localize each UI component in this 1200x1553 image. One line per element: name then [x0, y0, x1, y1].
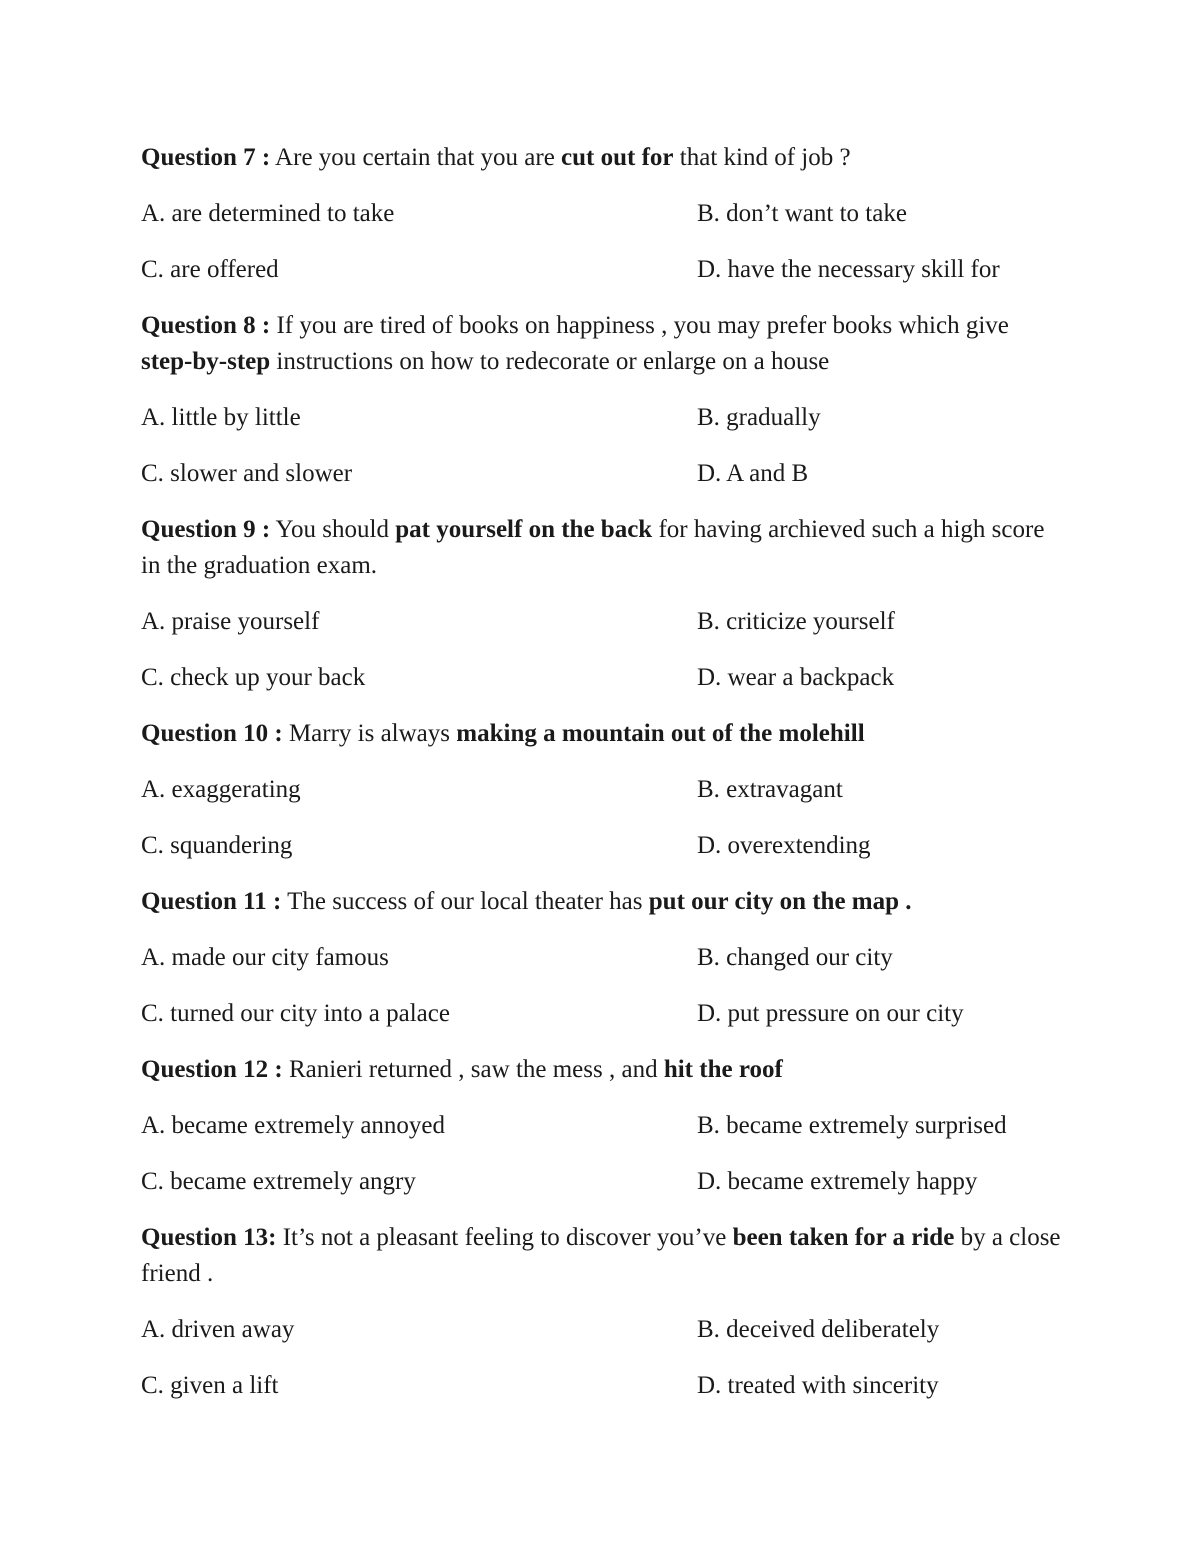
option-a[interactable]: A. made our city famous	[141, 944, 389, 971]
options-row	[141, 400, 1061, 456]
question-7	[141, 140, 1061, 176]
question-11	[141, 884, 1061, 920]
question-label: Question 12 :	[141, 1056, 283, 1083]
option-c[interactable]: C. turned our city into a palace	[141, 1000, 450, 1027]
options-row	[141, 1368, 1061, 1424]
options-row	[141, 1164, 1061, 1220]
option-b[interactable]: B. don’t want to take	[697, 200, 907, 227]
option-b[interactable]: B. extravagant	[697, 776, 843, 803]
option-a[interactable]: A. praise yourself	[141, 608, 320, 635]
question-highlight: cut out for	[561, 144, 674, 171]
option-b[interactable]: B. gradually	[697, 404, 821, 431]
options-row	[141, 196, 1061, 252]
option-d[interactable]: D. have the necessary skill for	[697, 256, 1000, 283]
option-d[interactable]: D. treated with sincerity	[697, 1372, 939, 1399]
options-row	[141, 772, 1061, 828]
option-a[interactable]: A. became extremely annoyed	[141, 1112, 446, 1139]
question-highlight: been taken for a ride	[732, 1224, 955, 1251]
question-highlight: put our city on the map .	[648, 888, 912, 915]
options-row	[141, 1312, 1061, 1368]
question-highlight: step-by-step	[141, 348, 271, 375]
question-text: You should	[270, 516, 396, 543]
option-c[interactable]: C. check up your back	[141, 664, 366, 691]
question-text: If you are tired of books on happiness , you may prefer books which give	[270, 312, 1009, 339]
question-12	[141, 1052, 1061, 1088]
option-c[interactable]: C. given a lift	[141, 1372, 279, 1399]
question-label: Question 7 :	[141, 144, 271, 171]
question-label: Question 8 :	[141, 312, 271, 339]
options-row	[141, 940, 1061, 996]
question-13	[141, 1220, 1061, 1292]
option-d[interactable]: D. became extremely happy	[697, 1168, 978, 1195]
option-b[interactable]: B. became extremely surprised	[697, 1112, 1007, 1139]
question-9	[141, 512, 1061, 584]
question-text: that kind of job ?	[673, 144, 851, 171]
option-a[interactable]: A. are determined to take	[141, 200, 395, 227]
options-row	[141, 252, 1061, 308]
question-label: Question 13:	[141, 1224, 277, 1251]
option-b[interactable]: B. changed our city	[697, 944, 893, 971]
question-text: by a close friend .	[141, 1224, 1061, 1287]
question-text: It’s not a pleasant feeling to discover you’ve	[276, 1224, 733, 1251]
options-row	[141, 828, 1061, 884]
option-d[interactable]: D. A and B	[697, 460, 809, 487]
option-a[interactable]: A. driven away	[141, 1316, 295, 1343]
question-highlight: making a mountain out of the molehill	[456, 720, 865, 747]
option-c[interactable]: C. slower and slower	[141, 460, 353, 487]
question-text: for having archieved such a high score in the graduation exam.	[141, 516, 1045, 579]
question-highlight: hit the roof	[663, 1056, 783, 1083]
question-10	[141, 716, 1061, 752]
worksheet-page	[141, 140, 1061, 1424]
options-row	[141, 604, 1061, 660]
option-a[interactable]: A. exaggerating	[141, 776, 301, 803]
option-b[interactable]: B. deceived deliberately	[697, 1316, 940, 1343]
option-c[interactable]: C. squandering	[141, 832, 293, 859]
question-label: Question 11 :	[141, 888, 282, 915]
question-text: Ranieri returned , saw the mess , and	[282, 1056, 664, 1083]
options-row	[141, 660, 1061, 716]
option-c[interactable]: C. became extremely angry	[141, 1168, 416, 1195]
option-b[interactable]: B. criticize yourself	[697, 608, 895, 635]
question-8	[141, 308, 1061, 380]
options-row	[141, 996, 1061, 1052]
question-label: Question 9 :	[141, 516, 271, 543]
question-text: Marry is always	[282, 720, 457, 747]
option-c[interactable]: C. are offered	[141, 256, 279, 283]
option-d[interactable]: D. wear a backpack	[697, 664, 895, 691]
option-d[interactable]: D. overextending	[697, 832, 871, 859]
options-row	[141, 456, 1061, 512]
option-a[interactable]: A. little by little	[141, 404, 301, 431]
question-text: Are you certain that you are	[270, 144, 562, 171]
question-highlight: pat yourself on the back	[395, 516, 653, 543]
question-text: instructions on how to redecorate or enlarge on a house	[270, 348, 830, 375]
question-label: Question 10 :	[141, 720, 283, 747]
options-row	[141, 1108, 1061, 1164]
option-d[interactable]: D. put pressure on our city	[697, 1000, 964, 1027]
question-text: The success of our local theater has	[281, 888, 649, 915]
